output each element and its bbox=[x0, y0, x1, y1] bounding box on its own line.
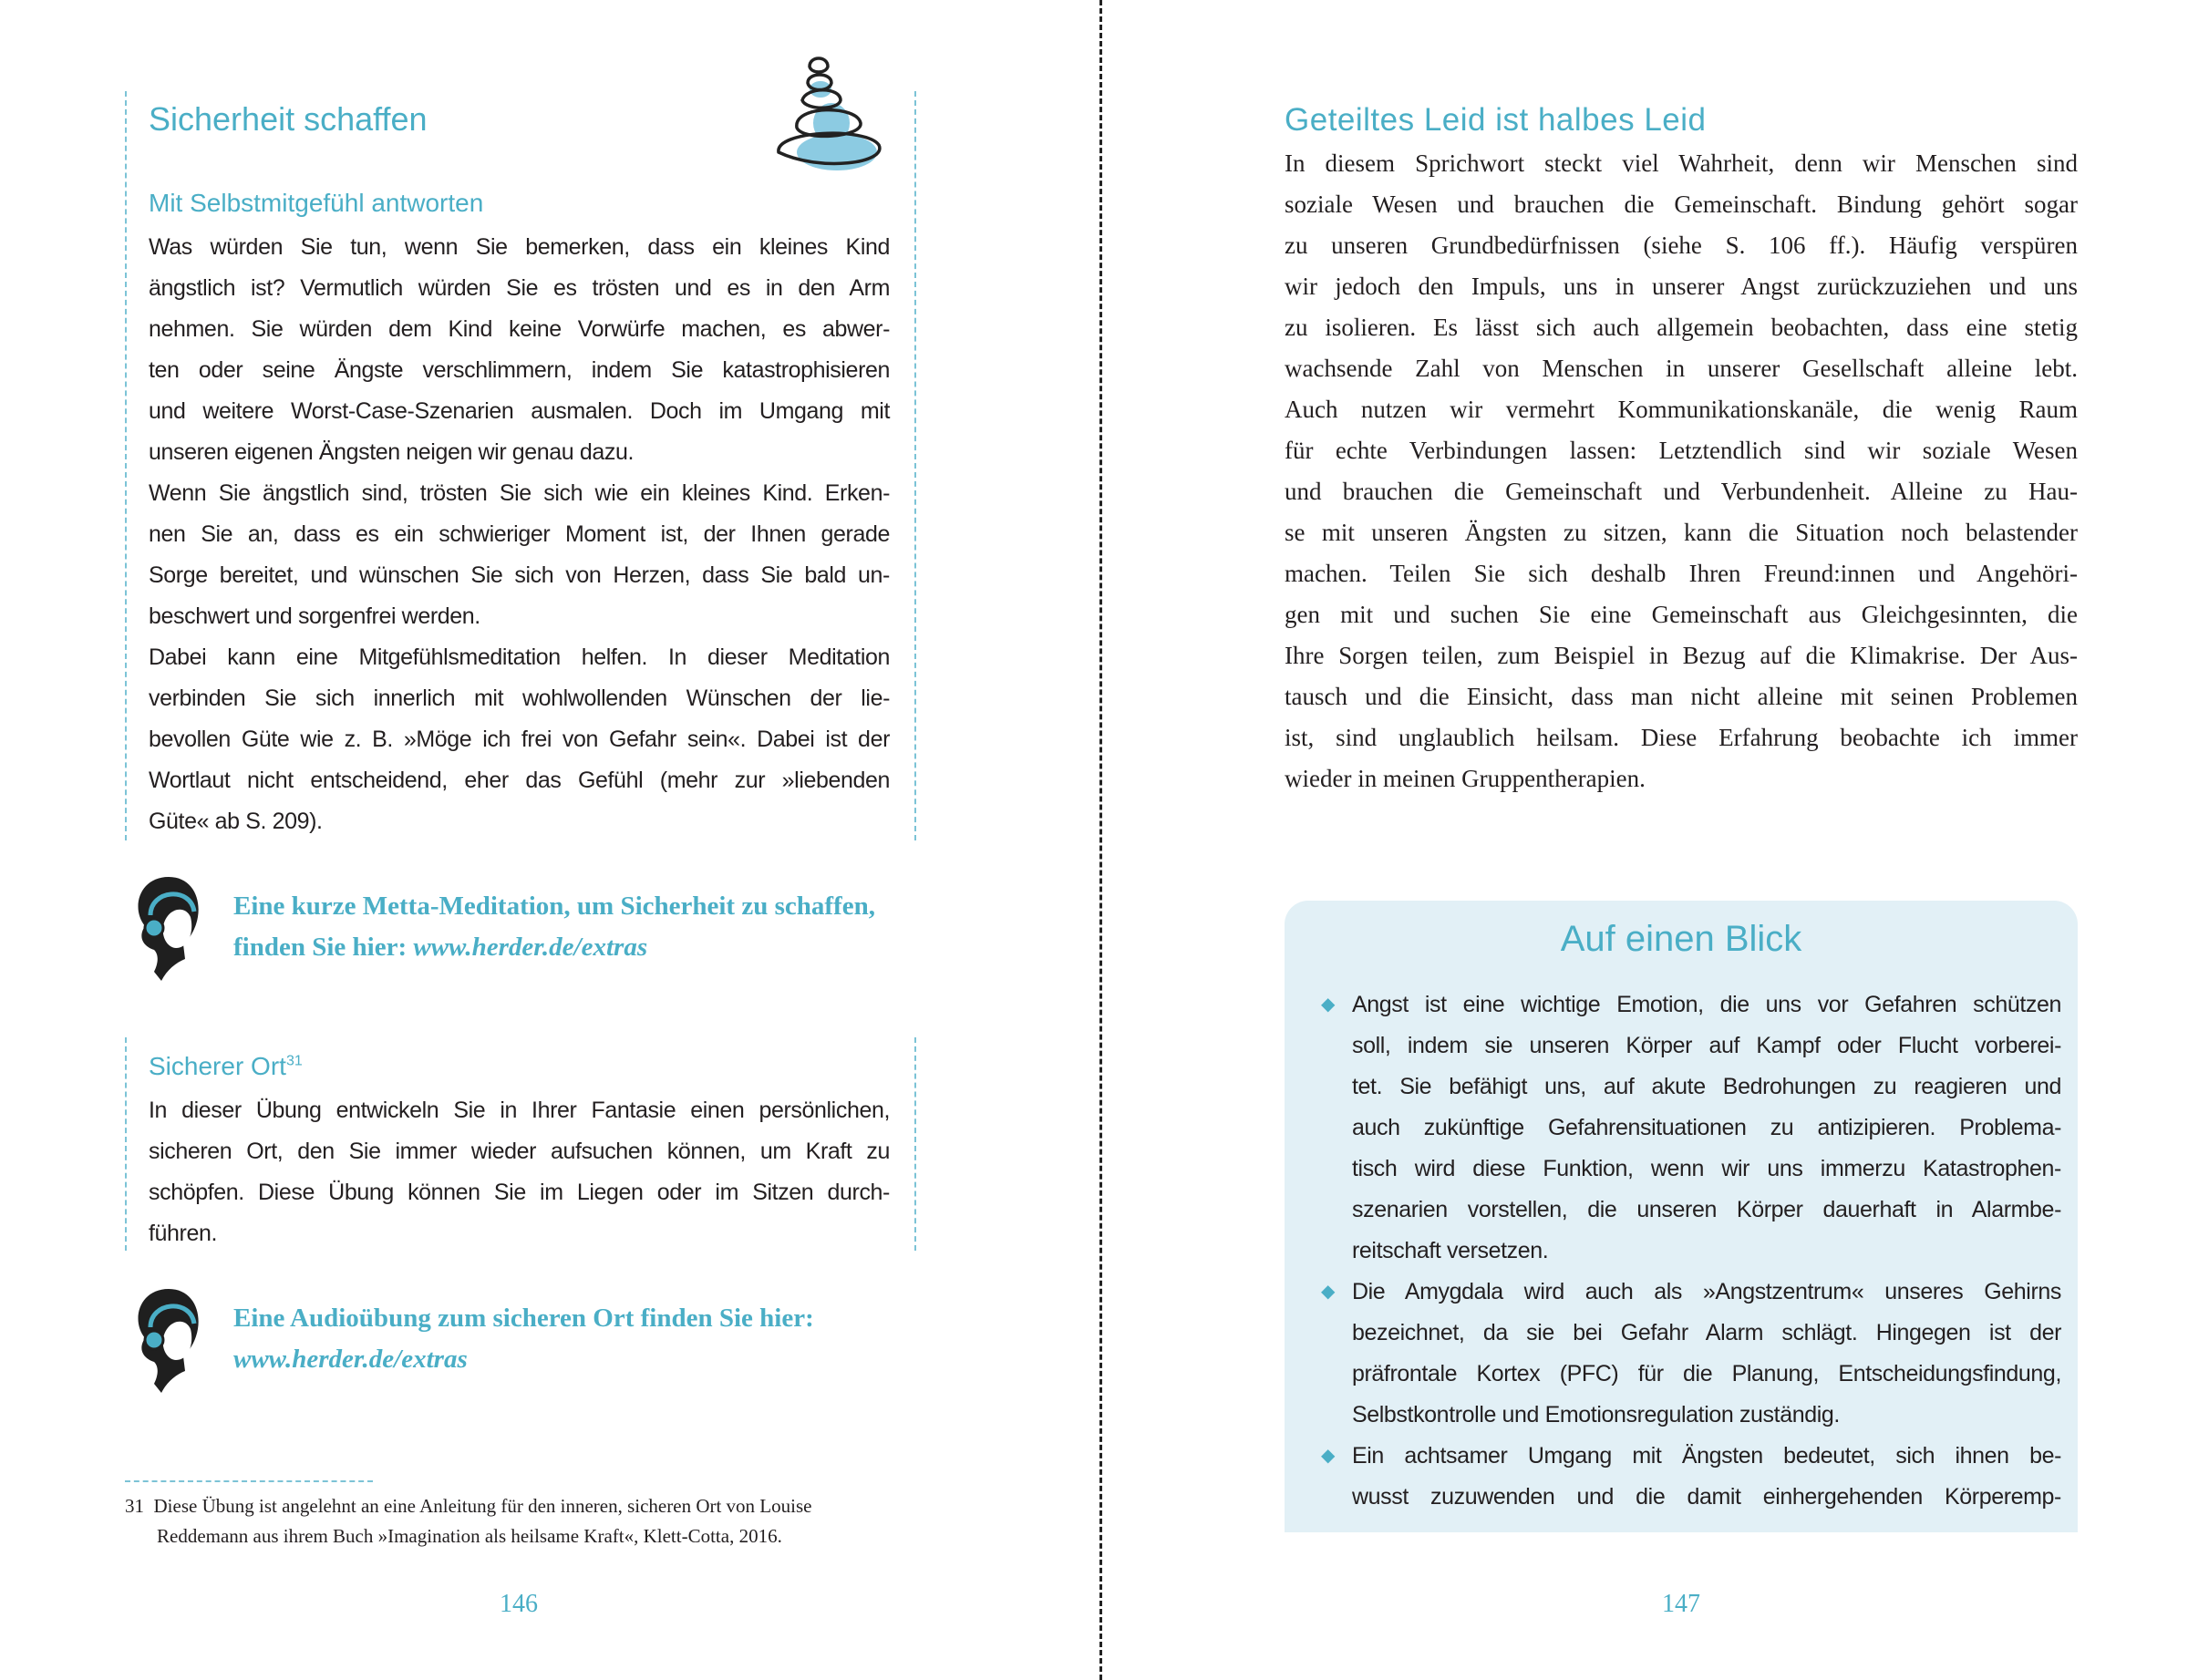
callout-text: Eine kurze Metta-Meditation, um Sicherheit zu schaffen, bbox=[233, 892, 875, 921]
text-line: für echte Verbindungen lassen: Letztendlich sind wir soziale Wesen bbox=[1285, 437, 2078, 464]
text-line: bezeichnet, da sie bei Gefahr Alarm schlägt. Hingegen ist der bbox=[1352, 1320, 2061, 1345]
text-line: auch zukünftige Gefahrensituationen zu antizipieren. Problema- bbox=[1352, 1115, 2061, 1140]
bullet-text bbox=[1352, 1436, 2061, 1518]
summary-box bbox=[1285, 901, 2078, 1532]
headphones-person-icon bbox=[127, 1283, 211, 1397]
text-line: gen mit und suchen Sie eine Gemeinschaft aus Gleichgesinnten, die bbox=[1285, 601, 2078, 628]
text-line: Die Amygdala wird auch als »Angstzentrum« unseres Gehirns bbox=[1352, 1279, 2061, 1304]
text-line: ängstlich ist? Vermutlich würden Sie es trösten und es in den Arm bbox=[149, 275, 890, 301]
text-line: In diesem Sprichwort steckt viel Wahrheit, denn wir Menschen sind bbox=[1285, 149, 2078, 177]
text-line: tisch wird diese Funktion, wenn wir uns immerzu Katastrophen- bbox=[1352, 1156, 2061, 1181]
text-line: zu isolieren. Es lässt sich auch allgemein beobachten, dass eine stetig bbox=[1285, 314, 2078, 341]
text-line: und brauchen die Gemeinschaft und Verbundenheit. Alleine zu Hau- bbox=[1285, 478, 2078, 505]
box-border-right bbox=[914, 1037, 916, 1251]
text-line: soll, indem sie unseren Körper auf Kampf oder Flucht vorberei- bbox=[1352, 1033, 2061, 1058]
text-line: führen. bbox=[149, 1221, 218, 1246]
text-line: Selbstkontrolle und Emotionsregulation zuständig. bbox=[1352, 1402, 1840, 1427]
text-line: machen. Teilen Sie sich deshalb Ihren Freund:innen und Angehöri- bbox=[1285, 560, 2078, 587]
text-line: Sorge bereitet, und wünschen Sie sich von Herzen, dass Sie bald un- bbox=[149, 562, 890, 588]
text-line: Ihre Sorgen teilen, zum Beispiel in Bezug auf die Klimakrise. Der Aus- bbox=[1285, 642, 2078, 669]
text-line: wieder in meinen Gruppentherapien. bbox=[1285, 765, 1646, 792]
footnote-separator bbox=[125, 1480, 373, 1482]
text-line: wusst zuzuwenden und die damit einhergehenden Körperemp- bbox=[1352, 1484, 2061, 1510]
text-line: verbinden Sie sich innerlich mit wohlwollenden Wünschen der lie- bbox=[149, 685, 890, 711]
bullet-text bbox=[1352, 1272, 2061, 1436]
section-title: Sicherheit schaffen bbox=[149, 100, 428, 138]
text-line: tet. Sie befähigt uns, auf akute Bedrohungen zu reagieren und bbox=[1352, 1074, 2061, 1099]
summary-title: Auf einen Blick bbox=[1560, 919, 1802, 959]
audio-callout-sicherer-ort bbox=[233, 1298, 814, 1380]
text-line: bevollen Güte wie z. B. »Möge ich frei von Gefahr sein«. Dabei ist der bbox=[149, 727, 890, 752]
box-border-left bbox=[125, 1037, 127, 1251]
section-heading: Geteiltes Leid ist halbes Leid bbox=[1285, 102, 1707, 138]
text-line: Was würden Sie tun, wenn Sie bemerken, dass ein kleines Kind bbox=[149, 234, 890, 260]
text-line: Wortlaut nicht entscheidend, eher das Gefühl (mehr zur »liebenden bbox=[149, 768, 890, 793]
text-line: beschwert und sorgenfrei werden. bbox=[149, 603, 480, 629]
subheading: Mit Selbstmitgefühl antworten bbox=[149, 189, 484, 217]
text-line: Angst ist eine wichtige Emotion, die uns vor Gefahren schützen bbox=[1352, 992, 2061, 1017]
bullet-text bbox=[1352, 984, 2061, 1272]
page-number: 147 bbox=[1662, 1590, 1700, 1618]
text-line: soziale Wesen und brauchen die Gemeinschaft. Bindung gehört sogar bbox=[1285, 191, 2078, 218]
text-line: tausch und die Einsicht, dass man nicht alleine mit seinen Problemen bbox=[1285, 683, 2078, 710]
extras-link[interactable]: www.herder.de/extras bbox=[233, 1345, 468, 1374]
footnote-number: 31 bbox=[125, 1495, 144, 1517]
text-line: und weitere Worst-Case-Szenarien ausmalen. Doch im Umgang mit bbox=[149, 398, 890, 424]
page-number: 146 bbox=[500, 1590, 538, 1618]
footnote-ref[interactable]: 31 bbox=[285, 1053, 303, 1069]
text-line: reitschaft versetzen. bbox=[1352, 1238, 1549, 1263]
text-line: nen Sie an, dass es ein schwieriger Moment ist, der Ihnen gerade bbox=[149, 521, 890, 547]
text-line: zu unseren Grundbedürfnissen (siehe S. 106 ff.). Häufig verspüren bbox=[1285, 232, 2078, 259]
text-line: Wenn Sie ängstlich sind, trösten Sie sich wie ein kleines Kind. Erken- bbox=[149, 480, 890, 506]
callout-text: Eine Audioübung zum sicheren Ort finden Sie hier: bbox=[233, 1304, 814, 1333]
diamond-icon: ◆ bbox=[1321, 1446, 1336, 1466]
stacked-stones-icon bbox=[766, 50, 893, 178]
footnote-text: Reddemann aus ihrem Buch »Imagination als heilsame Kraft«, Klett-Cotta, 2016. bbox=[157, 1525, 782, 1547]
text-line: schöpfen. Diese Übung können Sie im Liegen oder im Sitzen durch- bbox=[149, 1180, 890, 1205]
body-text bbox=[1285, 143, 2078, 799]
footnote bbox=[125, 1491, 811, 1551]
diamond-icon: ◆ bbox=[1321, 995, 1336, 1015]
extras-link[interactable]: www.herder.de/extras bbox=[413, 933, 648, 962]
audio-callout-metta bbox=[233, 886, 875, 968]
subheading-sicherer-ort bbox=[149, 1052, 303, 1081]
text-line: unseren eigenen Ängsten neigen wir genau dazu. bbox=[149, 439, 635, 465]
text-line: ist, sind unglaublich heilsam. Diese Erfahrung beobachte ich immer bbox=[1285, 724, 2078, 751]
text-line: Dabei kann eine Mitgefühlsmeditation helfen. In dieser Meditation bbox=[149, 644, 890, 670]
text-line: nehmen. Sie würden dem Kind keine Vorwürfe machen, es abwer- bbox=[149, 316, 890, 342]
footnote-text: Diese Übung ist angelehnt an eine Anleitung für den inneren, sicheren Ort von Louise bbox=[153, 1495, 812, 1517]
text-line: wir jedoch den Impuls, uns in unserer Angst zurückzuziehen und uns bbox=[1285, 273, 2078, 300]
box-border-right bbox=[914, 91, 916, 840]
diamond-icon: ◆ bbox=[1321, 1282, 1336, 1302]
text-line: se mit unseren Ängsten zu sitzen, kann die Situation noch belastender bbox=[1285, 519, 2078, 546]
text-line: ten oder seine Ängste verschlimmern, indem Sie katastrophisieren bbox=[149, 357, 890, 383]
text-line: szenarien vorstellen, die unseren Körper dauerhaft in Alarmbe- bbox=[1352, 1197, 2061, 1222]
body-text-sicherer-ort bbox=[149, 1090, 890, 1254]
text-line: sicheren Ort, den Sie immer wieder aufsuchen können, um Kraft zu bbox=[149, 1139, 890, 1164]
text-line: präfrontale Kortex (PFC) für die Planung, Entscheidungsfindung, bbox=[1352, 1361, 2061, 1386]
callout-text: finden Sie hier: bbox=[233, 933, 414, 962]
text-line: Ein achtsamer Umgang mit Ängsten bedeutet, sich ihnen be- bbox=[1352, 1443, 2061, 1469]
body-text bbox=[149, 227, 890, 842]
text-line: Auch nutzen wir vermehrt Kommunikationskanäle, die wenig Raum bbox=[1285, 396, 2078, 423]
text-line: In dieser Übung entwickeln Sie in Ihrer Fantasie einen persönlichen, bbox=[149, 1098, 890, 1123]
text-line: wachsende Zahl von Menschen in unserer Gesellschaft alleine lebt. bbox=[1285, 355, 2078, 382]
text-line: Güte« ab S. 209). bbox=[149, 809, 323, 834]
subheading-text: Sicherer Ort bbox=[149, 1052, 286, 1080]
box-border-left bbox=[125, 91, 127, 840]
headphones-person-icon bbox=[127, 871, 211, 984]
book-spine-divider bbox=[1099, 0, 1102, 1680]
